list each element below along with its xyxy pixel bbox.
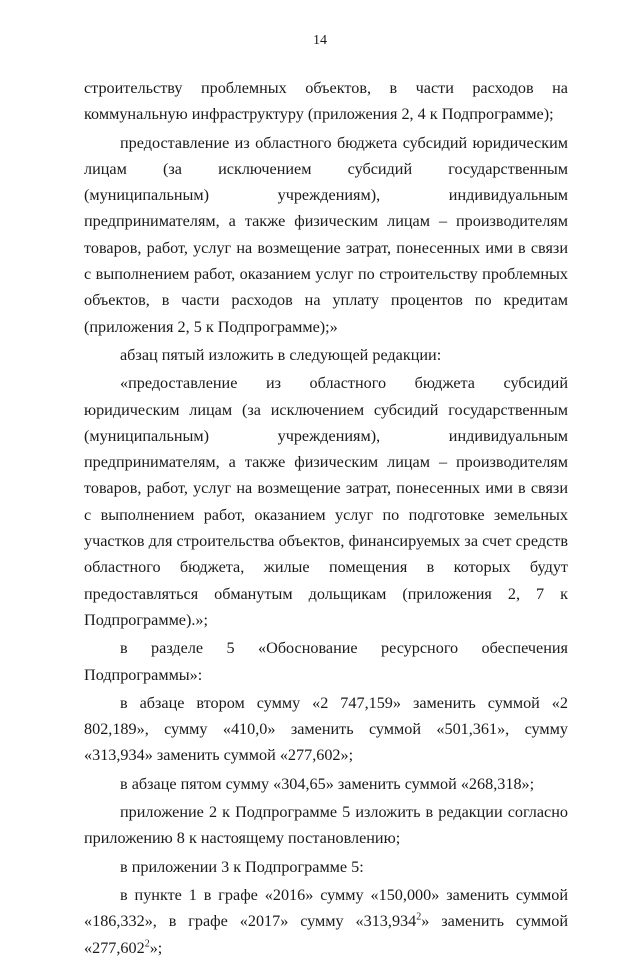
paragraph-5: в разделе 5 «Обоснование ресурсного обеспечения Подпрограммы»: [84, 639, 568, 684]
paragraph-1: строительству проблемных объектов, в части расходов на коммунальную инфраструктуру (приложения 2, 4 к Подпрограмме); [84, 79, 568, 124]
paragraph-7: в абзаце пятом сумму «304,65» заменить суммой «268,318»; [120, 774, 535, 793]
footnote-ref-2: 2 [144, 938, 150, 950]
paragraph-8: приложение 2 к Подпрограмме 5 изложить в редакции согласно приложению 8 к настоящему постановлению; [84, 803, 568, 848]
paragraph-10-part1: в пункте 1 в графе «2016» сумму «150,000» заменить суммой «186,332», в графе «2017» сумму «313,934 [84, 885, 568, 931]
paragraph-10-part2: » заменить суммой «277,602 [84, 912, 568, 957]
paragraph-2: предоставление из областного бюджета субсидий юридическим лицам (за исключением субсидий государственным (муниципальным) учреждениям), индивидуальным предпринимателям, а также физическим лицам – производителям товаров, работ, услуг на возмещение затрат, понесенных ими в связи с выполнением работ, оказанием услуг по строительству проблемных объектов, в части расходов на уплату процентов по кредитам (приложения 2, 5 к Подпрограмме);» [84, 133, 568, 336]
page-number: 14 [313, 33, 327, 48]
paragraph-3: абзац пятый изложить в следующей редакции: [120, 345, 442, 364]
paragraph-10 [84, 882, 568, 961]
paragraph-10-part3: »; [149, 938, 163, 957]
paragraph-4: «предоставление из областного бюджета субсидий юридическим лицам (за исключением субсидий государственным (муниципальным) учреждениям), индивидуальным предпринимателям, а также физическим лицам – производителям товаров, работ, услуг на возмещение затрат, понесенных ими в связи с выполнением работ, оказанием услуг по подготовке земельных участков для строительства объектов, финансируемых за счет средств областного бюджета, жилые помещения в которых будут предоставляться обманутым дольщикам (приложения 2, 7 к Подпрограмме).»; [84, 374, 568, 629]
paragraph-6: в абзаце втором сумму «2 747,159» заменить суммой «2 802,189», сумму «410,0» заменить суммой «501,361», сумму «313,934» заменить суммой «277,602»; [84, 693, 568, 765]
document-body [84, 75, 568, 961]
paragraph-9: в приложении 3 к Подпрограмме 5: [120, 857, 364, 876]
footnote-ref-1: 2 [416, 911, 422, 923]
